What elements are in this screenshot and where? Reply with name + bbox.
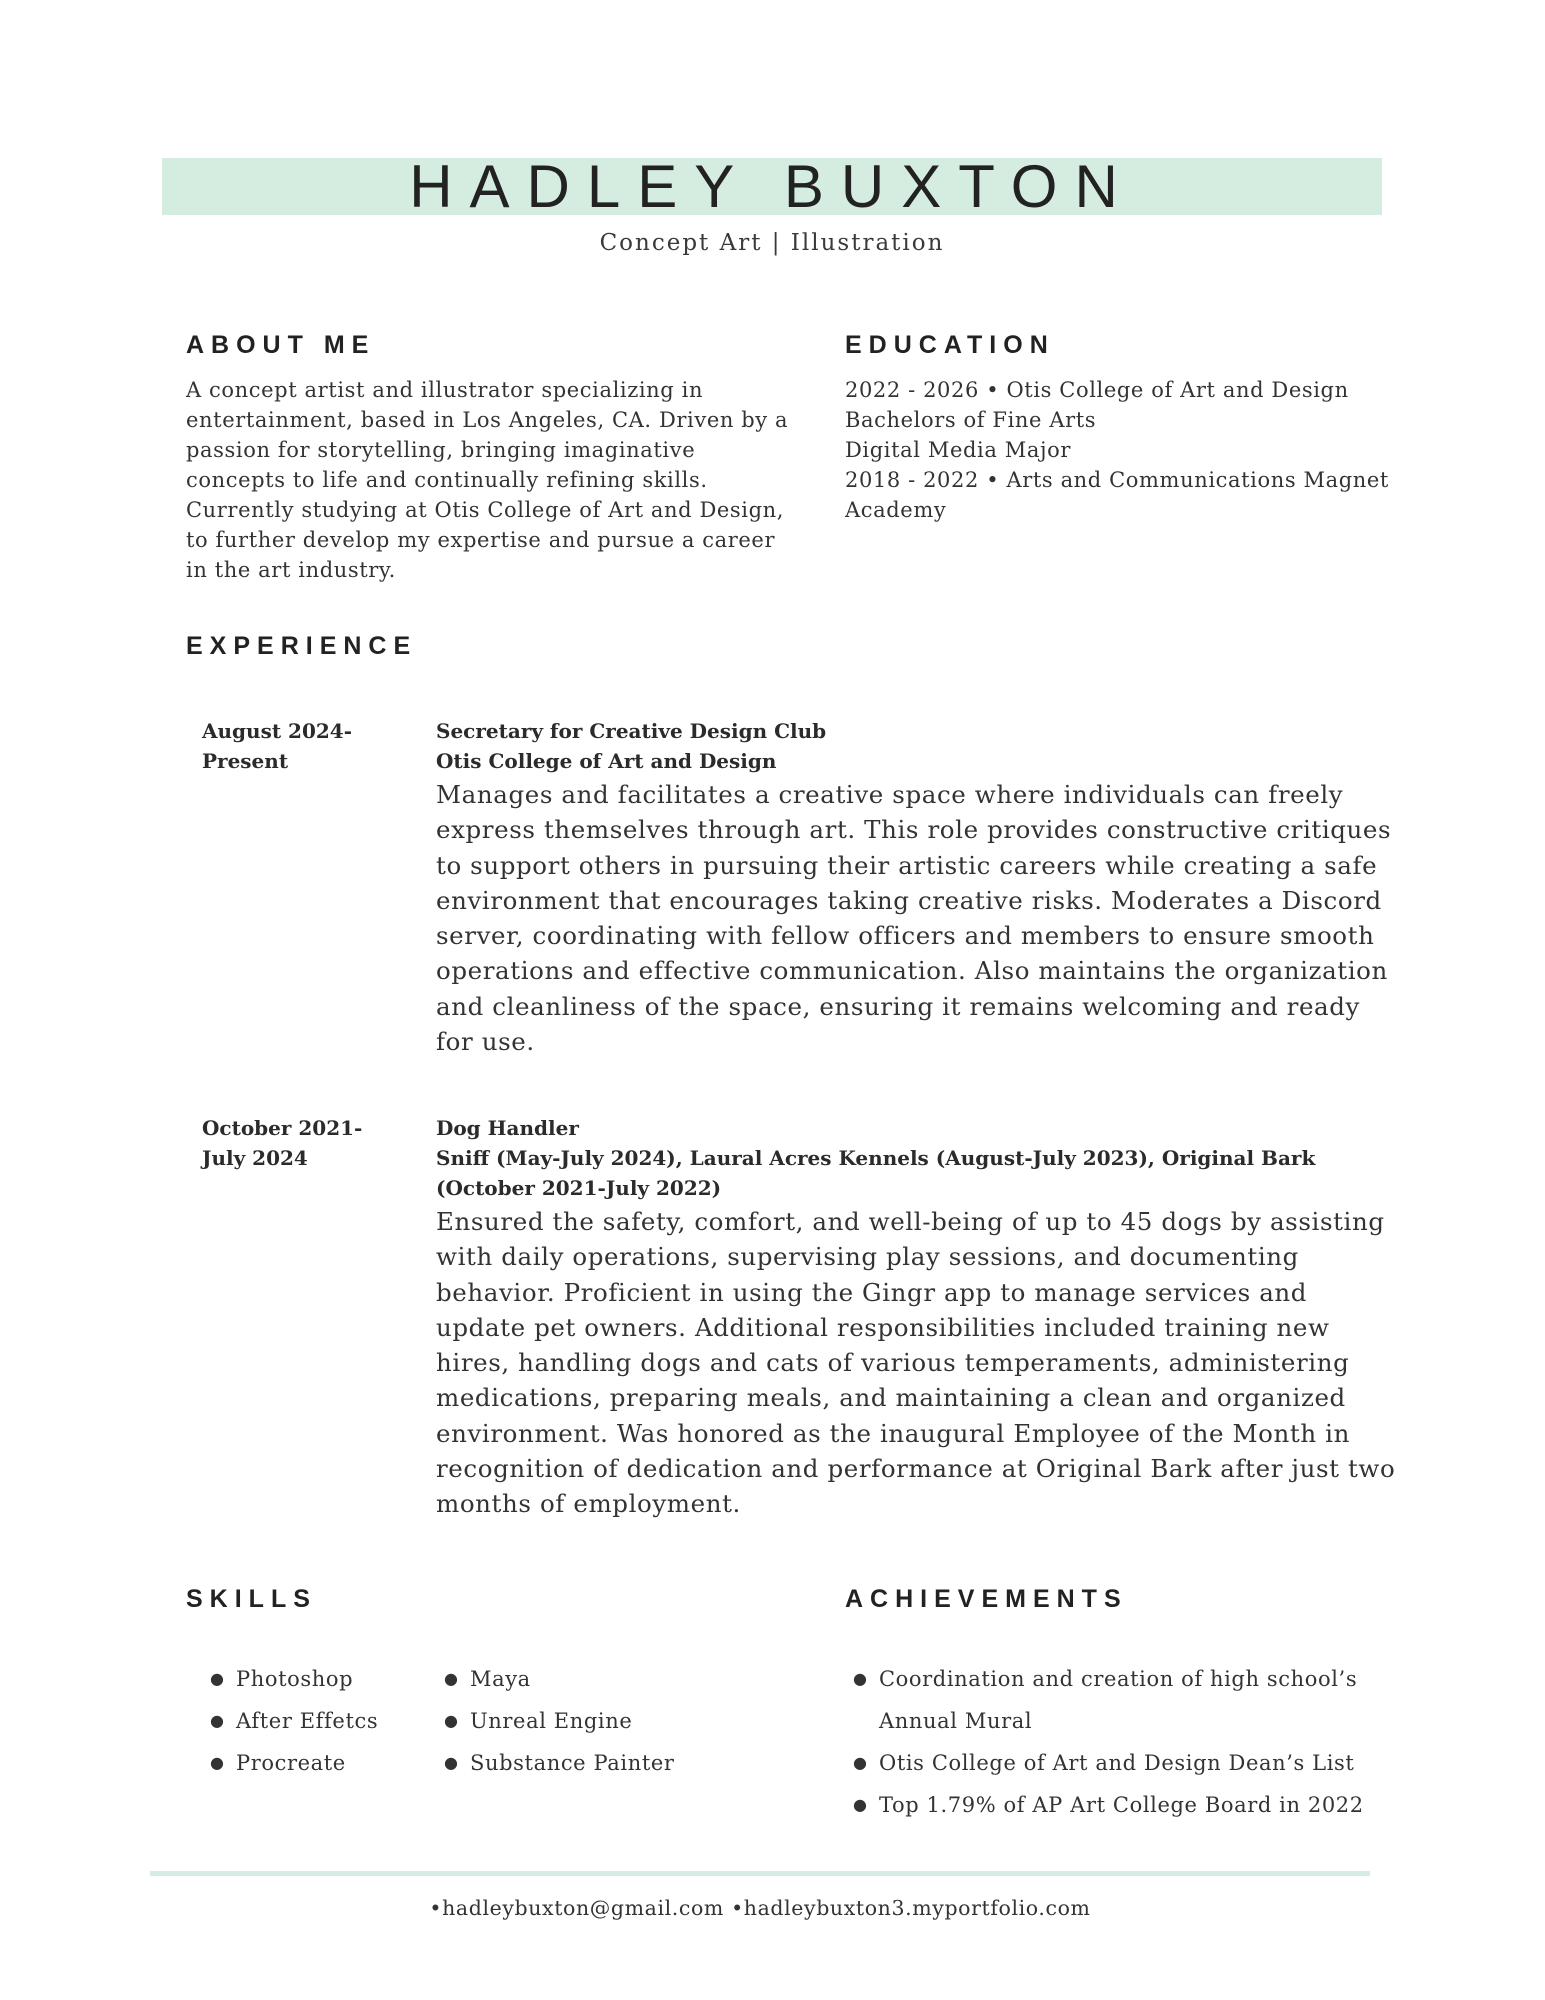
experience-date [202, 1113, 362, 1173]
skill-label: Photoshop [236, 1667, 354, 1691]
job-description [436, 777, 1391, 1059]
date-line: October 2021- [202, 1116, 363, 1140]
description-line: update pet owners. Additional responsibilities included training new [436, 1312, 1330, 1342]
job-organization: Sniff (May-July 2024), Laural Acres Kennels (August-July 2023), Original Bark [436, 1146, 1316, 1170]
skill-label: Unreal Engine [470, 1709, 633, 1733]
description-line: operations and effective communication. Also maintains the organization [436, 956, 1388, 986]
description-line: with daily operations, supervising play sessions, and documenting [436, 1242, 1299, 1272]
list-item [202, 1658, 378, 1700]
education-heading: EDUCATION [845, 331, 1055, 359]
skill-label: Substance Painter [470, 1751, 675, 1775]
description-line: hires, handling dogs and cats of various temperaments, administering [436, 1348, 1350, 1378]
job-organization: (October 2021-July 2022) [436, 1176, 722, 1200]
date-line: Present [202, 749, 289, 773]
description-line: Manages and facilitates a creative space where individuals can freely [436, 780, 1344, 809]
skills-heading: SKILLS [186, 1585, 317, 1613]
description-line: months of employment. [436, 1489, 741, 1519]
about-text [186, 375, 788, 585]
description-line: express themselves through art. This role provides constructive critiques [436, 815, 1392, 845]
bullet-icon: ● [444, 1753, 459, 1772]
bullet-icon: ● [853, 1753, 868, 1772]
about-heading: ABOUT ME [186, 331, 376, 359]
education-line: Digital Media Major [845, 438, 1071, 462]
experience-entry [436, 716, 1391, 1059]
skills-list [436, 1658, 675, 1784]
description-line: to support others in pursuing their artistic careers while creating a safe [436, 850, 1378, 880]
list-item [845, 1658, 1364, 1742]
education-line: Academy [845, 498, 947, 522]
description-line: recognition of dedication and performance at Original Bark after just two [436, 1454, 1396, 1484]
about-line: A concept artist and illustrator specializing in [186, 378, 704, 402]
job-organization: Otis College of Art and Design [436, 749, 777, 773]
description-line: medications, preparing meals, and maintaining a clean and organized [436, 1383, 1346, 1413]
about-line: entertainment, based in Los Angeles, CA. Driven by a [186, 408, 789, 432]
list-item [202, 1700, 378, 1742]
description-line: for use. [436, 1027, 535, 1057]
description-line: environment that encourages taking creative risks. Moderates a Discord [436, 885, 1382, 915]
about-line: in the art industry. [186, 558, 396, 582]
bullet-icon: ● [210, 1711, 225, 1730]
skill-label: After Effetcs [236, 1709, 379, 1733]
skills-list [202, 1658, 378, 1784]
list-item [436, 1742, 675, 1784]
list-item [436, 1658, 675, 1700]
job-description [436, 1204, 1395, 1522]
list-item [202, 1742, 378, 1784]
list-item [436, 1700, 675, 1742]
experience-entry [436, 1113, 1395, 1522]
description-line: and cleanliness of the space, ensuring it remains welcoming and ready [436, 991, 1360, 1021]
footer-divider [150, 1871, 1370, 1876]
education-line: Bachelors of Fine Arts [845, 408, 1097, 432]
bullet-icon: ● [853, 1795, 868, 1814]
contact-info: •hadleybuxton@gmail.com •hadleybuxton3.myportfolio.com [429, 1896, 1091, 1920]
achievement-line: Top 1.79% of AP Art College Board in 2022 [879, 1793, 1364, 1817]
about-line: passion for storytelling, bringing imaginative [186, 438, 696, 462]
achievement-line: Otis College of Art and Design Dean’s List [879, 1751, 1355, 1775]
skill-label: Procreate [236, 1751, 346, 1775]
bullet-icon: ● [444, 1669, 459, 1688]
bullet-icon: ● [210, 1669, 225, 1688]
achievements-heading: ACHIEVEMENTS [845, 1585, 1128, 1613]
description-line: server, coordinating with fellow officers and members to ensure smooth [436, 921, 1375, 951]
resume-subtitle: Concept Art | Illustration [599, 230, 945, 256]
date-line: August 2024- [202, 719, 353, 743]
description-line: Ensured the safety, comfort, and well-being of up to 45 dogs by assisting [436, 1207, 1385, 1236]
bullet-icon: ● [210, 1753, 225, 1772]
experience-heading: EXPERIENCE [186, 632, 418, 660]
job-title: Secretary for Creative Design Club [436, 719, 827, 743]
bullet-icon: ● [444, 1711, 459, 1730]
about-line: Currently studying at Otis College of Art and Design, [186, 498, 785, 522]
description-line: environment. Was honored as the inaugural Employee of the Month in [436, 1418, 1350, 1448]
education-line: 2018 - 2022 • Arts and Communications Magnet [845, 468, 1389, 492]
date-line: July 2024 [202, 1146, 308, 1170]
about-line: to further develop my expertise and pursue a career [186, 528, 776, 552]
list-item [845, 1784, 1364, 1826]
list-item [845, 1742, 1364, 1784]
bullet-icon: ● [853, 1669, 868, 1688]
achievements-list [845, 1658, 1364, 1826]
job-title: Dog Handler [436, 1116, 579, 1140]
description-line: behavior. Proficient in using the Gingr app to manage services and [436, 1277, 1308, 1307]
experience-date [202, 716, 352, 776]
achievement-line: Coordination and creation of high school’s [879, 1667, 1358, 1691]
achievement-line: Annual Mural [879, 1709, 1033, 1733]
about-line: concepts to life and continually refining skills. [186, 468, 708, 492]
education-line: 2022 - 2026 • Otis College of Art and Design [845, 378, 1349, 402]
education-text [845, 375, 1389, 525]
skill-label: Maya [470, 1667, 531, 1691]
resume-name: HADLEY BUXTON [409, 153, 1135, 220]
